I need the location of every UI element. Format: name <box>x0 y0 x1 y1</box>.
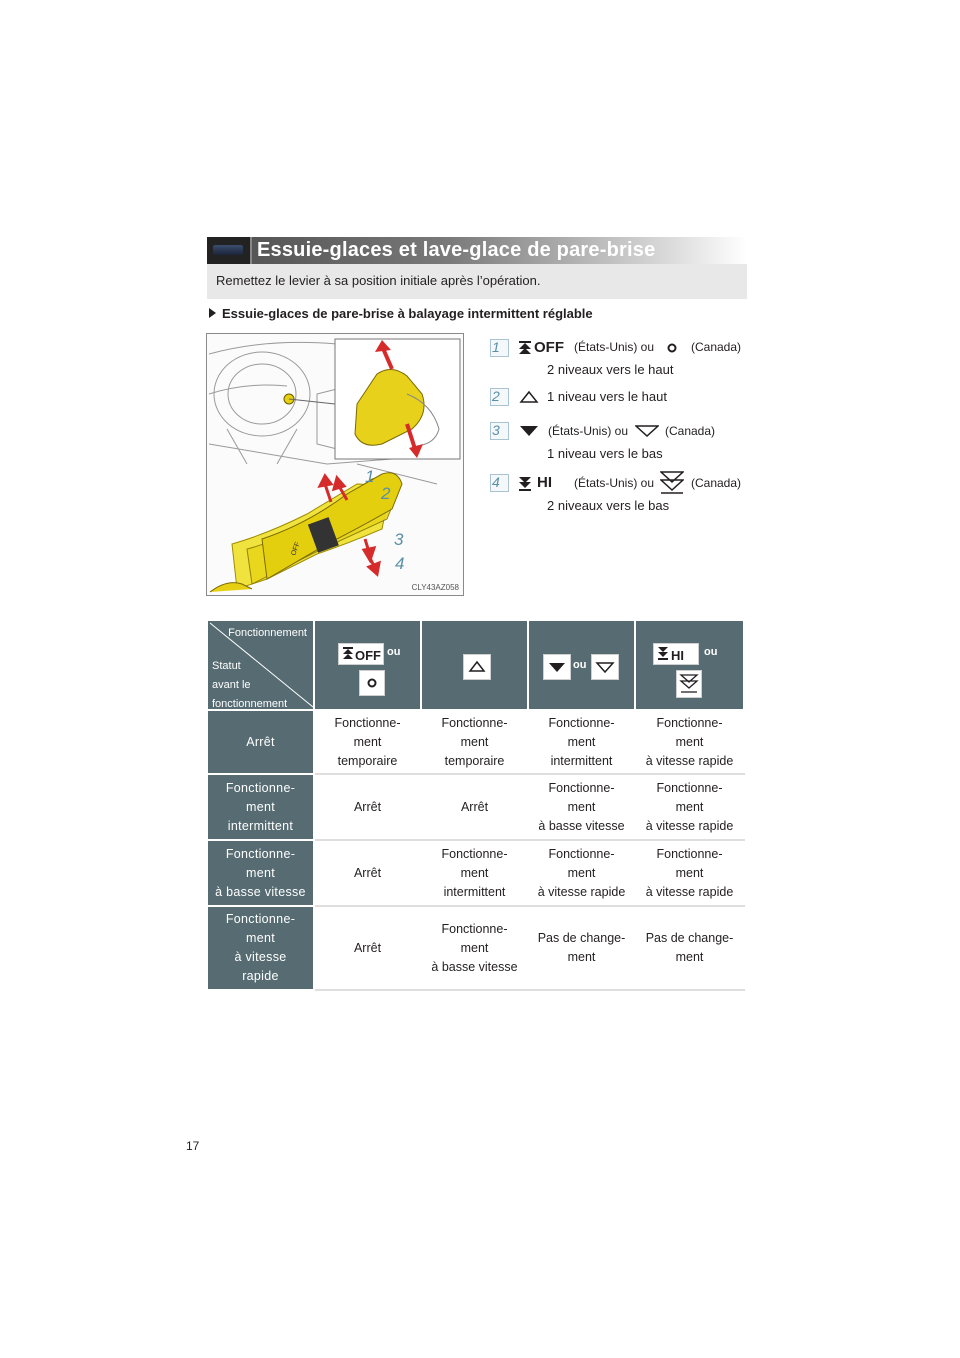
hi-label: HI <box>537 474 552 491</box>
item-4-number: 4 <box>492 474 506 490</box>
table-header-row <box>207 620 744 710</box>
col-header-hi <box>635 620 744 710</box>
row-header: Fonctionne- ment à vitesse rapide <box>207 906 314 990</box>
corner-bottom-line-3: fonctionnement <box>212 698 288 710</box>
table-cell: Fonctionne- ment à basse vitesse <box>421 906 528 990</box>
ou-label: ou <box>573 659 587 671</box>
up-triangle-outline-icon <box>464 655 490 679</box>
note-box <box>207 264 747 299</box>
col-header-down <box>528 620 635 710</box>
illus-marker-3: 3 <box>394 530 404 549</box>
item-4-canada: (Canada) <box>691 476 742 490</box>
up-icon-box <box>463 654 491 680</box>
circle-icon-box <box>359 670 385 696</box>
table-cell: Fonctionne- ment à vitesse rapide <box>635 840 744 906</box>
table-cell: Fonctionne- ment intermittent <box>528 710 635 774</box>
illus-marker-4: 4 <box>395 554 405 573</box>
illustration-code: CLY43AZ058 <box>411 583 459 592</box>
page-number: 17 <box>186 1139 200 1153</box>
row-header: Fonctionne- ment intermittent <box>207 774 314 840</box>
item-1-number: 1 <box>492 339 506 355</box>
table-row <box>207 710 744 774</box>
item-2-desc: 1 niveau vers le haut <box>547 389 667 404</box>
hi-text: HI <box>671 648 684 663</box>
table-cell: Pas de change- ment <box>635 906 744 990</box>
item-3-number: 3 <box>492 422 506 438</box>
table-cell: Fonctionne- ment à basse vitesse <box>528 774 635 840</box>
item-3-canada: (Canada) <box>665 424 716 438</box>
note-text: Remettez le levier à sa position initiale après l’opération. <box>216 273 541 288</box>
item-4-us: (États-Unis) ou <box>574 476 655 490</box>
table-row <box>207 774 744 840</box>
double-down-arrow-icon <box>518 476 532 491</box>
down-outline-box <box>591 654 619 680</box>
table-cell: Fonctionne- ment à vitesse rapide <box>635 710 744 774</box>
table-cell: Fonctionne- ment intermittent <box>421 840 528 906</box>
section-title: Essuie-glaces et lave-glace de pare-brise <box>257 239 656 261</box>
section-header <box>207 237 747 264</box>
circle-o-icon <box>666 342 678 354</box>
corner-cell <box>207 620 314 710</box>
subheading <box>209 306 593 321</box>
ou-label: ou <box>387 646 401 658</box>
col-header-up <box>421 620 528 710</box>
double-down-outline-box <box>676 670 702 698</box>
item-3-us: (États-Unis) ou <box>548 424 629 438</box>
corner-bottom-line-2: avant le <box>212 679 251 691</box>
item-2-number: 2 <box>492 388 506 404</box>
down-triangle-outline-icon <box>592 655 618 679</box>
hi-icon-box <box>653 643 699 665</box>
table-cell: Arrêt <box>314 774 421 840</box>
down-filled-box <box>543 654 571 680</box>
table-cell: Fonctionne- ment temporaire <box>421 710 528 774</box>
wiper-lever-illustration <box>206 333 464 596</box>
double-down-outline-icon <box>660 471 684 495</box>
double-down-outline-icon <box>677 671 701 697</box>
double-up-arrow-icon <box>518 341 532 356</box>
item-1-us: (États-Unis) ou <box>574 340 655 354</box>
table-cell: Arrêt <box>314 906 421 990</box>
down-triangle-filled-icon <box>544 655 570 679</box>
ou-label: ou <box>704 646 718 658</box>
corner-top-label: Fonctionnement <box>228 627 307 639</box>
table-row <box>207 840 744 906</box>
illus-marker-1: 1 <box>365 467 375 486</box>
off-icon-box <box>338 643 384 665</box>
down-triangle-outline-icon <box>635 425 659 437</box>
operation-table <box>206 619 745 991</box>
table-cell: Arrêt <box>314 840 421 906</box>
double-down-arrow-icon <box>658 647 668 661</box>
off-text: OFF <box>355 648 381 663</box>
down-triangle-filled-icon <box>519 425 539 437</box>
corner-bottom-label <box>212 657 287 714</box>
item-4-desc: 2 niveaux vers le bas <box>547 498 670 513</box>
row-header: Fonctionne- ment à basse vitesse <box>207 840 314 906</box>
double-up-arrow-icon <box>343 647 353 661</box>
table-cell: Fonctionne- ment à vitesse rapide <box>635 774 744 840</box>
row-header: Arrêt <box>207 710 314 774</box>
table-row <box>207 906 744 990</box>
car-screen-icon <box>207 237 252 264</box>
table-cell: Pas de change- ment <box>528 906 635 990</box>
table-cell: Fonctionne- ment à vitesse rapide <box>528 840 635 906</box>
item-1-canada: (Canada) <box>691 340 742 354</box>
triangle-bullet-icon <box>209 308 216 318</box>
lever-drawing <box>207 334 463 595</box>
circle-o-icon <box>360 671 384 695</box>
illus-marker-2: 2 <box>381 484 391 503</box>
table-cell: Fonctionne- ment temporaire <box>314 710 421 774</box>
svg-text:OFF: OFF <box>290 541 302 557</box>
subheading-text: Essuie-glaces de pare-brise à balayage intermittent réglable <box>222 306 593 321</box>
corner-bottom-line-1: Statut <box>212 660 241 672</box>
item-1-desc: 2 niveaux vers le haut <box>547 362 674 377</box>
up-triangle-outline-icon <box>519 390 539 404</box>
col-header-off <box>314 620 421 710</box>
item-3-desc: 1 niveau vers le bas <box>547 446 663 461</box>
off-label: OFF <box>534 339 564 356</box>
table-cell: Arrêt <box>421 774 528 840</box>
